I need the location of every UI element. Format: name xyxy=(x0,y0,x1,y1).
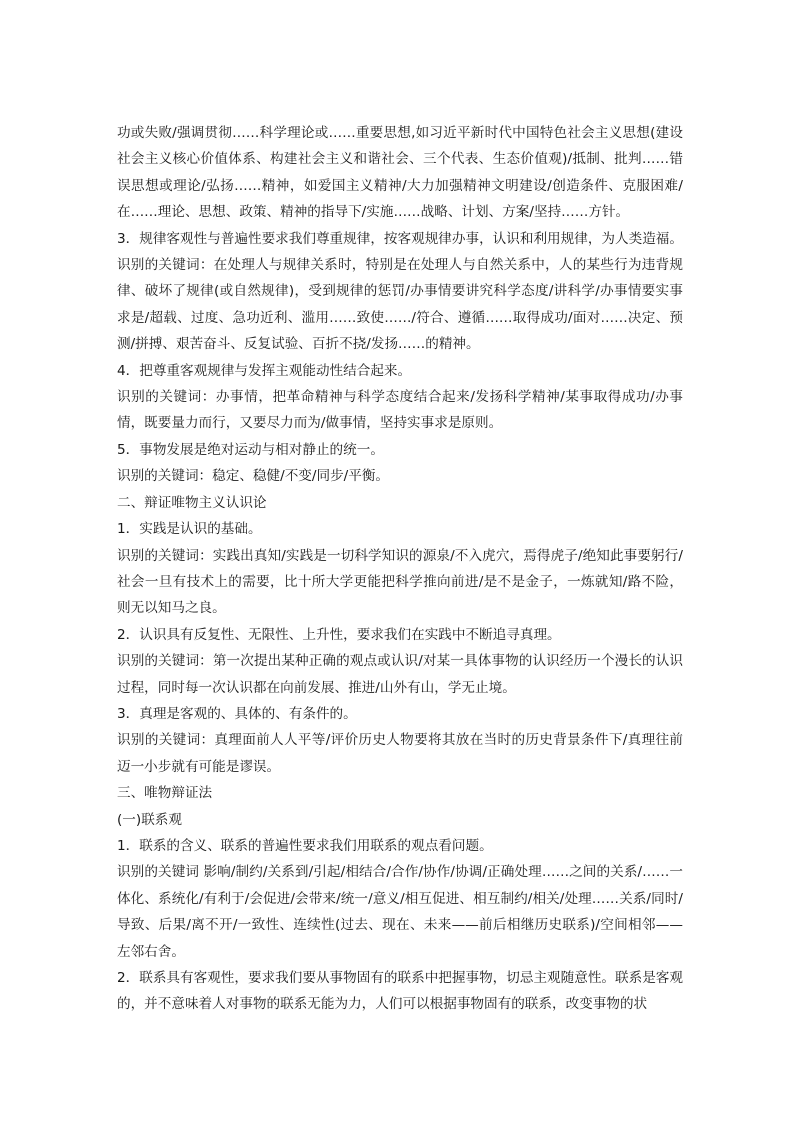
paragraph: 1．联系的含义、联系的普遍性要求我们用联系的观点看问题。 xyxy=(117,837,493,854)
paragraph: 3．真理是客观的、具体的、有条件的。 xyxy=(117,705,357,722)
section-heading: 二、辩证唯物主义认识论 xyxy=(117,494,267,511)
section-heading: 三、唯物辩证法 xyxy=(117,785,213,802)
paragraph: 识别的关键词：在处理人与规律关系时，特别是在处理人与自然关系中，人的某些行为违背规律、破坏了规律(或自然规律)，受到规律的惩罚/办事情要讲究科学态度/讲科学/办事情要实事求是/超载、过度、急功近利、滥用……致使……/符合、遵循……取得成功/面对……决定、预测/拼搏、艰苦奋斗、反复试验、百折不挠/发扬……的精神。 xyxy=(117,257,683,353)
paragraph: 4．把尊重客观规律与发挥主观能动性结合起来。 xyxy=(117,362,412,379)
paragraph: 1．实践是认识的基础。 xyxy=(117,521,262,538)
paragraph: 识别的关键词：真理面前人人平等/评价历史人物要将其放在当时的历史背景条件下/真理往前迈一小步就有可能是谬误。 xyxy=(117,732,683,775)
paragraph: 2．认识具有反复性、无限性、上升性，要求我们在实践中不断追寻真理。 xyxy=(117,626,561,643)
paragraph: 识别的关键词 影响/制约/关系到/引起/相结合/合作/协作/协调/正确处理……之间的关系/……一体化、系统化/有利于/会促进/会带来/统一/意义/相互促进、相互制约/相关/处理……关系/同时/导致、后果/离不开/一致性、连续性(过去、现在、未来——前后相继历史联系)/空间相邻——左邻右舍。 xyxy=(117,864,683,960)
subsection-heading: (一)联系观 xyxy=(117,811,182,828)
paragraph: 识别的关键词：办事情，把革命精神与科学态度结合起来/发扬科学精神/某事取得成功/办事情，既要量力而行，又要尽力而为/做事情，坚持实事求是原则。 xyxy=(117,389,683,432)
paragraph: 5．事物发展是绝对运动与相对静止的统一。 xyxy=(117,441,384,458)
paragraph: 功或失败/强调贯彻……科学理论或……重要思想,如习近平新时代中国特色社会主义思想(建设社会主义核心价值体系、构建社会主义和谐社会、三个代表、生态价值观)/抵制、批判……错误思想或理论/弘扬……精神，如爱国主义精神/大力加强精神文明建设/创造条件、克服困难/在……理论、思想、政策、精神的指导下/实施……战略、计划、方案/坚持……方针。 xyxy=(117,125,683,221)
document-body xyxy=(117,120,683,1018)
paragraph: 识别的关键词：实践出真知/实践是一切科学知识的源泉/不入虎穴，焉得虎子/绝知此事要躬行/社会一旦有技术上的需要，比十所大学更能把科学推向前进/是不是金子，一炼就知/路不险，则无以知马之良。 xyxy=(117,547,683,617)
paragraph: 3．规律客观性与普遍性要求我们尊重规律，按客观规律办事，认识和利用规律，为人类造福。 xyxy=(117,230,683,247)
paragraph: 识别的关键词：第一次提出某种正确的观点或认识/对某一具体事物的认识经历一个漫长的认识过程，同时每一次认识都在向前发展、推进/山外有山，学无止境。 xyxy=(117,653,683,696)
paragraph: 识别的关键词：稳定、稳健/不变/同步/平衡。 xyxy=(117,468,390,485)
paragraph: 2．联系具有客观性，要求我们要从事物固有的联系中把握事物，切忌主观随意性。联系是客观的，并不意味着人对事物的联系无能为力，人们可以根据事物固有的联系，改变事物的状 xyxy=(117,970,683,1013)
